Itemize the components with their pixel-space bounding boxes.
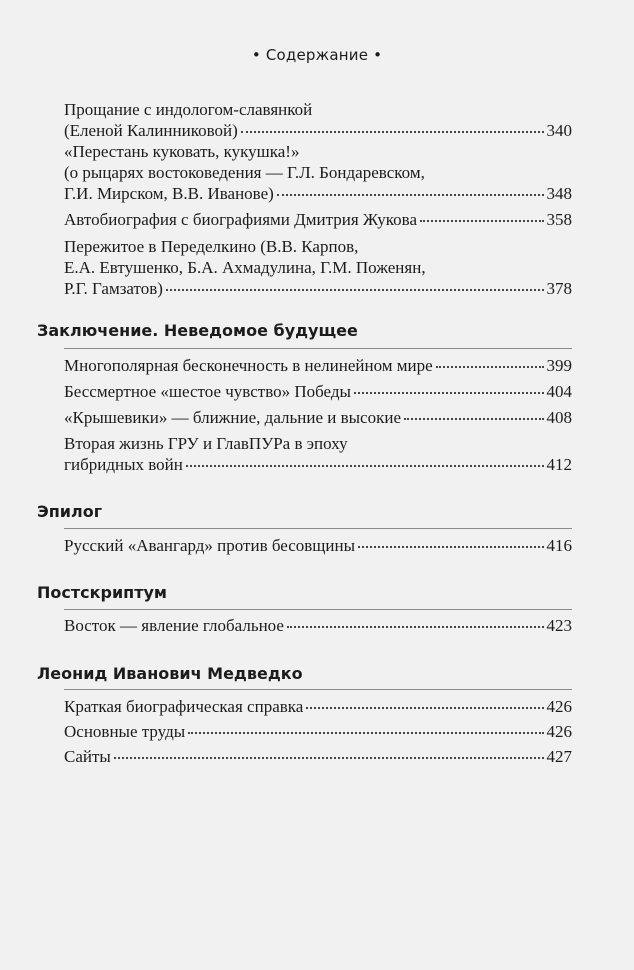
toc-entry[interactable] (64, 99, 572, 141)
page-number: 340 (546, 121, 572, 140)
page-number: 412 (546, 455, 572, 474)
toc-entry-line: «Перестань куковать, кукушка!» (64, 142, 300, 161)
section-rule (64, 528, 572, 529)
toc-entry-final-line (64, 381, 572, 402)
toc-entry[interactable] (64, 696, 572, 717)
toc-entry-line: Прощание с индологом-славянкой (64, 100, 313, 119)
toc-entry-title: Р.Г. Гамзатов) (64, 279, 163, 298)
toc-entry[interactable] (64, 209, 572, 230)
dot-leader (404, 418, 544, 420)
toc-entry-final-line (64, 696, 572, 717)
toc-entry-final-line (64, 278, 572, 299)
toc-entry-final-line (64, 535, 572, 556)
toc-entry-title: Краткая биографическая справка (64, 697, 304, 716)
toc-entry[interactable] (64, 236, 572, 299)
section-heading: Эпилог (37, 502, 103, 521)
toc-entry-title: «Крышевики» — ближние, дальние и высокие (64, 408, 401, 427)
toc-entry[interactable] (64, 381, 572, 402)
page-number: 426 (546, 722, 572, 741)
toc-entry[interactable] (64, 407, 572, 428)
toc-entry-final-line (64, 209, 572, 230)
toc-entry-title: Основные труды (64, 722, 186, 741)
toc-entry-title: Многополярная бесконечность в нелинейном мире (64, 356, 433, 375)
page-number: 348 (546, 184, 572, 203)
dot-leader (287, 626, 544, 628)
page-number: 423 (546, 616, 572, 635)
page-number: 378 (546, 279, 572, 298)
toc-entry-final-line (64, 746, 572, 767)
section-heading: Постскриптум (37, 583, 167, 602)
section-rule (64, 348, 572, 349)
page-number: 427 (546, 747, 572, 766)
toc-entry-final-line (64, 615, 572, 636)
dot-leader (306, 707, 543, 709)
dot-leader (166, 289, 544, 291)
section-rule (64, 609, 572, 610)
toc-entry-line: Вторая жизнь ГРУ и ГлавПУРа в эпоху (64, 434, 348, 453)
toc-entry[interactable] (64, 746, 572, 767)
running-head: • Содержание • (251, 46, 383, 64)
section-heading: Леонид Иванович Медведко (37, 664, 303, 683)
toc-entry[interactable] (64, 535, 572, 556)
page-number: 404 (546, 382, 572, 401)
dot-leader (420, 220, 543, 222)
page-number: 358 (546, 210, 572, 229)
toc-entry-final-line (64, 183, 572, 204)
toc-entry-title: Г.И. Мирском, В.В. Иванове) (64, 184, 274, 203)
toc-entry-title: Восток — явление глобальное (64, 616, 284, 635)
section-heading: Заключение. Неведомое будущее (37, 321, 358, 340)
toc-entry-title: Бессмертное «шестое чувство» Победы (64, 382, 351, 401)
dot-leader (436, 366, 544, 368)
toc-entry-title: Русский «Авангард» против бесовщины (64, 536, 356, 555)
toc-entry-title: Сайты (64, 747, 111, 766)
toc-entry-title: Автобиография с биографиями Дмитрия Жукова (64, 210, 418, 229)
page-number: 426 (546, 697, 572, 716)
toc-entry-title: (Еленой Калинниковой) (64, 121, 238, 140)
toc-entry[interactable] (64, 141, 572, 204)
dot-leader (354, 392, 544, 394)
toc-entry-final-line (64, 407, 572, 428)
toc-entry-final-line (64, 355, 572, 376)
dot-leader (186, 465, 544, 467)
toc-entry[interactable] (64, 355, 572, 376)
toc-entry-final-line (64, 120, 572, 141)
toc-entry-final-line (64, 721, 572, 742)
dot-leader (277, 194, 544, 196)
toc-entry[interactable] (64, 433, 572, 475)
toc-entry-line: (о рыцарях востоковедения — Г.Л. Бондаревском, (64, 163, 425, 182)
section-rule (64, 689, 572, 690)
toc-entry[interactable] (64, 721, 572, 742)
dot-leader (358, 546, 543, 548)
dot-leader (241, 131, 544, 133)
page-number: 408 (546, 408, 572, 427)
dot-leader (114, 757, 544, 759)
dot-leader (188, 732, 543, 734)
toc-entry-final-line (64, 454, 572, 475)
toc-entry-title: гибридных войн (64, 455, 183, 474)
page-number: 416 (546, 536, 572, 555)
toc-entry-line: Пережитое в Переделкино (В.В. Карпов, (64, 237, 359, 256)
toc-entry-line: Е.А. Евтушенко, Б.А. Ахмадулина, Г.М. Поженян, (64, 258, 426, 277)
page-number: 399 (546, 356, 572, 375)
toc-entry[interactable] (64, 615, 572, 636)
